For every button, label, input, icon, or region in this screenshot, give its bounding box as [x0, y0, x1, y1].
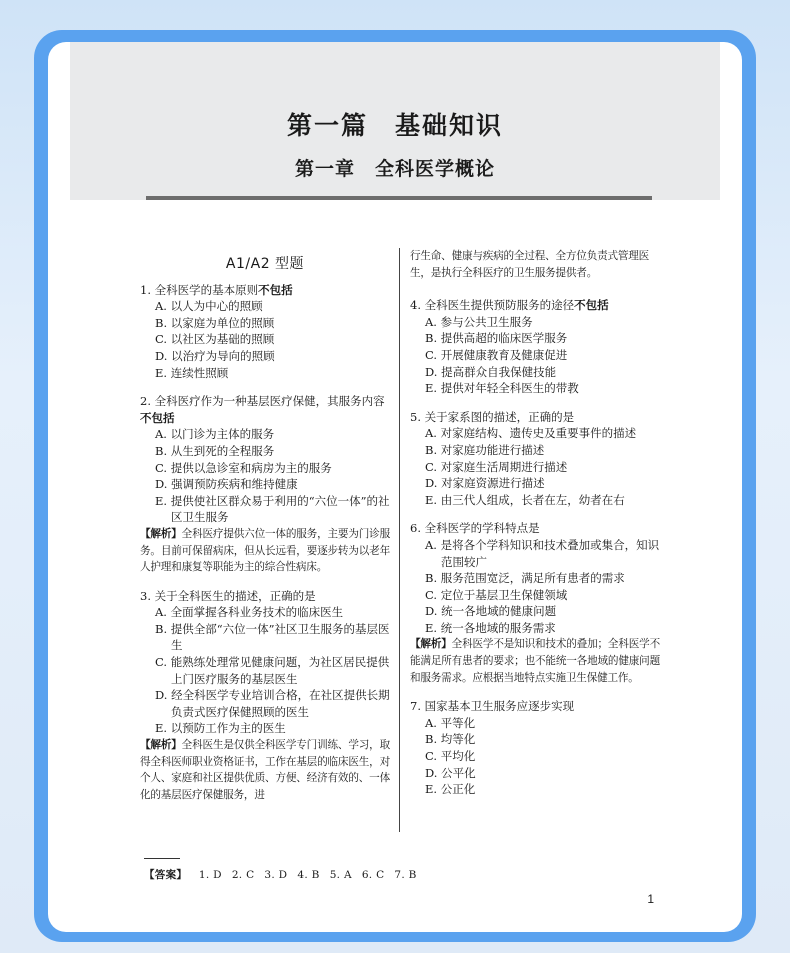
question: [410, 409, 660, 509]
answer-option: C. 开展健康教育及健康促进: [425, 347, 568, 362]
question: [140, 282, 390, 382]
analysis: [140, 737, 390, 803]
answer-option: C. 定位于基层卫生保健领域: [425, 587, 568, 602]
page-number: 1: [647, 892, 654, 906]
answer-option: E. 以预防工作为主的医生: [155, 721, 286, 736]
answer-option: A. 以门诊为主体的服务: [155, 427, 275, 442]
question: [140, 588, 390, 804]
answer-item: 5. A: [329, 869, 352, 881]
answer-tag: 【答案】: [144, 869, 188, 881]
answer-option: E. 提供使社区群众易于利用的“六位一体”的社区卫生服务: [155, 493, 390, 525]
answer-option: B. 提供高超的临床医学服务: [425, 331, 568, 346]
left-column: [140, 256, 390, 815]
answer-option: A. 对家庭结构、遗传史及重要事件的描述: [425, 426, 637, 441]
answer-option: B. 以家庭为单位的照顾: [155, 315, 275, 330]
answer-key: [144, 867, 427, 882]
analysis-text: 全科医疗提供六位一体的服务，主要为门诊服务。目前可保留病床，但从长远看，要逐步转为以老年人护理和康复等职能为主的综合性病床。: [140, 527, 390, 574]
question: [410, 520, 660, 686]
answer-option: B. 提供全部“六位一体”社区卫生服务的基层医生: [155, 621, 390, 653]
answer-item: 7. B: [394, 869, 417, 881]
answer-option: A. 平等化: [425, 715, 476, 730]
right-column: [410, 248, 660, 810]
question-stem: [410, 409, 660, 426]
question: [410, 297, 660, 397]
analysis-text: 全科医学不是知识和技术的叠加；全科医学不能满足所有患者的要求；也不能统一各地域的健康问题和服务需求。应根据当地特点实施卫生保健工作。: [410, 638, 660, 684]
answer-option: E. 连续性照顾: [155, 365, 229, 380]
answer-option: D. 以治疗为导向的照顾: [155, 348, 275, 363]
answer-option: C. 对家庭生活周期进行描述: [425, 459, 568, 474]
answer-item: 2. C: [231, 869, 255, 881]
analysis-tag: 【解析】: [410, 638, 452, 651]
answer-item: 6. C: [361, 869, 385, 881]
question-stem-text: 1. 全科医学的基本原则: [140, 282, 259, 297]
answer-option: E. 提供对年轻全科医生的带教: [425, 381, 579, 396]
analysis-tag: 【解析】: [140, 527, 182, 540]
answer-option: E. 由三代人组成，长者在左，幼者在右: [425, 492, 625, 507]
question-stem-text: 3. 关于全科医生的描述，正确的是: [140, 588, 316, 603]
answer-option: D. 公平化: [425, 765, 476, 780]
answer-option: B. 服务范围宽泛，满足所有患者的需求: [425, 571, 625, 586]
answer-option: B. 均等化: [425, 732, 476, 747]
question: [140, 393, 390, 576]
analysis-text: 全科医生是仅供全科医学专门训练、学习，取得全科医师职业资格证书，工作在基层的临床医生，对个人、家庭和社区提供优质、方便、经济有效的、一体化的基层医疗保健服务，进: [140, 739, 390, 801]
answer-option: D. 统一各地域的健康问题: [425, 604, 557, 619]
question-stem: [410, 297, 660, 314]
answer-option: C. 提供以急诊室和病房为主的服务: [155, 460, 332, 475]
analysis: [140, 526, 390, 576]
answer-option: A. 全面掌握各科业务技术的临床医生: [155, 605, 344, 620]
answer-option: E. 公正化: [425, 782, 476, 797]
question-emphasis: 不包括: [574, 298, 609, 313]
question-stem-text: 2. 全科医疗作为一种基层医疗保健，其服务内容: [140, 394, 385, 409]
analysis-continuation: 行生命、健康与疾病的全过程、全方位负责式管理医生，是执行全科医疗的卫生服务提供者。: [410, 250, 650, 279]
answer-option: E. 统一各地域的服务需求: [425, 620, 556, 635]
question-emphasis: 不包括: [140, 410, 175, 425]
answer-item: 3. D: [264, 869, 288, 881]
question: [410, 698, 660, 798]
chapter-title: 第一章 全科医学概论: [294, 158, 495, 180]
header-rule: [146, 196, 652, 200]
question-stem: [410, 520, 660, 537]
question-stem-text: 4. 全科医生提供预防服务的途径: [410, 298, 575, 313]
answer-option: D. 强调预防疾病和维持健康: [155, 477, 298, 492]
answer-item: 1. D: [198, 869, 222, 881]
answer-option: C. 能熟练处理常见健康问题，为社区居民提供上门医疗服务的基层医生: [155, 655, 390, 686]
answer-option: B. 对家庭功能进行描述: [425, 442, 545, 457]
answer-option: D. 经全科医学专业培训合格，在社区提供长期负责式医疗保健照顾的医生: [155, 688, 390, 719]
answer-option: C. 平均化: [425, 749, 476, 764]
question-stem-text: 6. 全科医学的学科特点是: [410, 521, 540, 536]
analysis: [410, 636, 660, 686]
question-stem: [140, 588, 390, 605]
question-stem: [140, 393, 390, 426]
part-title: 第一篇 基础知识: [286, 111, 503, 140]
answer-option: A. 参与公共卫生服务: [425, 314, 533, 329]
answer-option: C. 以社区为基础的照顾: [155, 332, 275, 347]
answer-option: B. 从生到死的全程服务: [155, 443, 275, 458]
section-title: A1/A2 型题: [225, 256, 305, 272]
question-stem-text: 7. 国家基本卫生服务应逐步实现: [410, 699, 575, 714]
question-stem: [140, 282, 390, 299]
question-stem-text: 5. 关于家系图的描述，正确的是: [410, 409, 575, 424]
answer-item: 4. B: [297, 869, 320, 881]
document-page: [48, 42, 742, 932]
answer-option: D. 对家庭资源进行描述: [425, 476, 545, 491]
answer-rule: [144, 858, 180, 859]
question-emphasis: 不包括: [258, 282, 293, 297]
answer-option: D. 提高群众自我保健技能: [425, 364, 557, 379]
question-stem: [410, 698, 660, 715]
answer-option: A. 是将各个学科知识和技术叠加或集合，知识范围较广: [425, 537, 660, 569]
column-divider: [399, 248, 400, 832]
answer-option: A. 以人为中心的照顾: [155, 299, 263, 314]
analysis-tag: 【解析】: [140, 739, 182, 752]
